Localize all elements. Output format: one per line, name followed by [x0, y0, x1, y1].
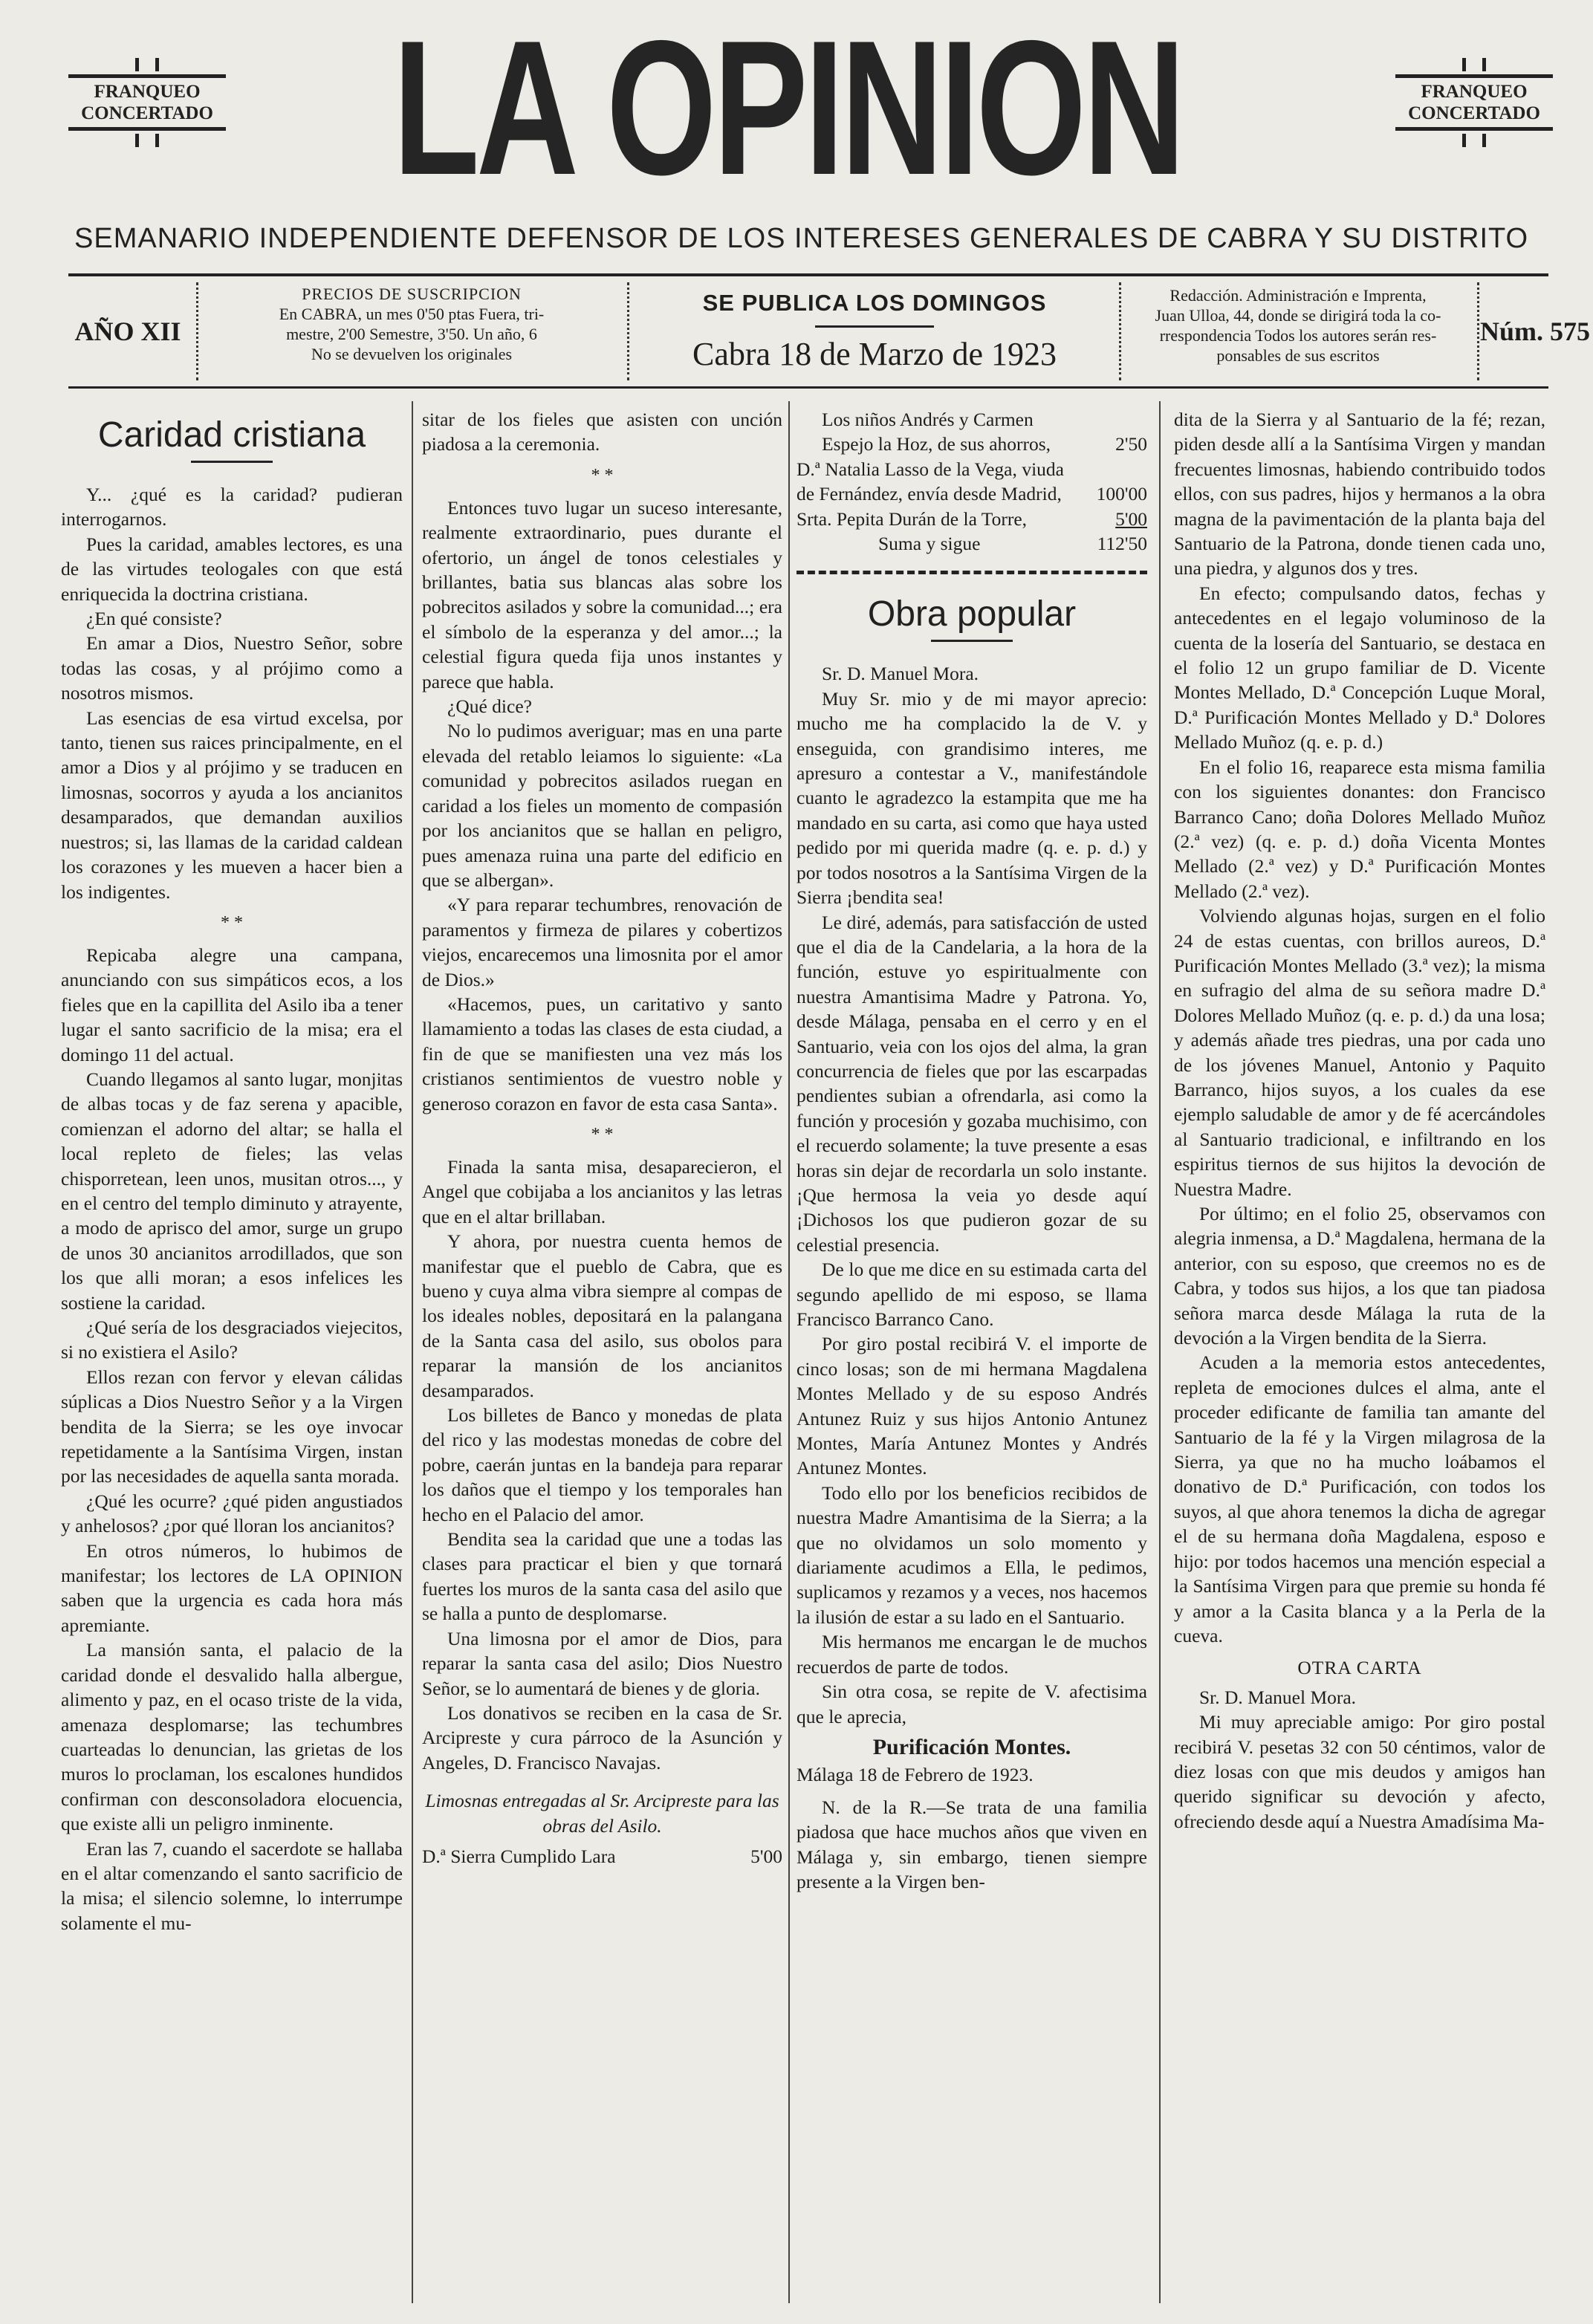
paragraph: «Hacemos, pues, un caritativo y santo llamamiento a todas las clases de esta ciudad, a fin de que se manifiesten una vez más los cristianos sentimientos de vuestro noble y generoso corazon en favor de esta casa Santa».	[422, 993, 782, 1114]
donation-row	[796, 507, 1147, 531]
paragraph: No lo pudimos averiguar; mas en una parte elevada del retablo leiamos lo siguiente: «La comunidad y pobrecitos asilados ruegan en caridad a los fieles un momento de compasión por los ancianitos que se hallan en peligro, pues amenaza ruina una parte del edificio en que se albergan».	[422, 720, 782, 891]
prices-line: No se devuelven los originales	[311, 345, 513, 363]
stamp-right-line-1: FRANQUEO	[1421, 82, 1528, 102]
paragraph: sitar de los fieles que asisten con unción piadosa a la ceremonia.	[422, 409, 782, 455]
donation-amount: 5'00	[750, 1845, 782, 1867]
donor-name: Espejo la Hoz, de sus ahorros,	[822, 433, 1051, 455]
masthead-rule-bottom	[68, 386, 1548, 389]
prices-line: mestre, 2'00 Semestre, 3'50. Un año, 6	[286, 325, 537, 343]
column-rule	[412, 401, 413, 2303]
article-title-caridad: Caridad cristiana	[97, 415, 366, 455]
publication-info	[633, 279, 1116, 394]
paragraph: «Y para reparar techumbres, renovación de paramentos y firmeza de pilares y cobertizos viejos, encarecemos una limosnita por el amor de Dios.»	[422, 894, 782, 990]
paragraph: Los billetes de Banco y monedas de plata del rico y las modestas monedas de cobre del pobre, caerán juntas en la bandeja para reparar los daños que el tiempo y los temporales han hecho en el Palacio del amor.	[422, 1404, 782, 1525]
issue-year: AÑO XII	[74, 317, 181, 346]
info-separator	[1119, 282, 1121, 380]
sum-label: Suma y sigue	[878, 533, 981, 555]
paragraph: Sr. D. Manuel Mora.	[822, 663, 979, 685]
section-divider	[796, 571, 1147, 574]
issue-date: Cabra 18 de Marzo de 1923	[692, 336, 1057, 372]
subscription-prices	[204, 279, 620, 388]
donor-name: Srta. Pepita Durán de la Torre,	[796, 507, 1028, 530]
subsection-heading: OTRA CARTA	[1297, 1657, 1422, 1679]
section-stars: * *	[591, 1124, 614, 1144]
paragraph: En efecto; compulsando datos, fechas y antecedentes en el legajo voluminoso de la cuenta de la losería del Santuario, se destaca en el folio 12 un grupo familiar de D. Vicente Montes Mellado, D.ª Concepción Luque Moral, D.ª Purificación Montes Mellado y D.ª Dolores Mellado Muñoz (q. e. p. d.)	[1174, 582, 1545, 753]
sum-row	[796, 531, 1147, 556]
paragraph: Mis hermanos me encargan le de muchos recuerdos de parte de todos.	[796, 1631, 1147, 1678]
paragraph: ¿Qué dice?	[447, 695, 532, 718]
publication-day: SE PUBLICA LOS DOMINGOS	[702, 290, 1047, 316]
paragraph: En el folio 16, reaparece esta misma familia con los siguientes donantes: don Francisco Barranco Cano; doña Dolores Mellado Muñoz (2.ª vez) (q. e. p. d.) doña Vicenta Montes Mellado (2.ª vez) y D.ª Purificación Montes Mellado (2.ª vez).	[1174, 756, 1545, 902]
paragraph: Por último; en el folio 25, observamos con alegria inmensa, a D.ª Magdalena, hermana de la anterior, con su esposo, que creemos no es de Cabra, y todos sus hijos, a los que tan piadosa señora marca desde Málaga la ruta de la devoción a la Virgen bendita de la Sierra.	[1174, 1203, 1545, 1349]
column-rule	[788, 401, 790, 2303]
paragraph: Y... ¿qué es la caridad? pudieran interrogarnos.	[61, 484, 403, 530]
paragraph: Y ahora, por nuestra cuenta hemos de manifestar que el pueblo de Cabra, que es bueno y cuya alma vibra siempre al compas de los ideales nobles, depositará en la palangana de la Santa casa del asilo, sus obolos para reparar la mansión de los ancianitos desamparados.	[422, 1230, 782, 1401]
paragraph: Ellos rezan con fervor y elevan cálidas súplicas a Dios Nuestro Señor y a la Virgen bendita de la Sierra; se les oye invocar repetidamente a la Santísima Virgen, instan por las necesidades de aquella santa morada.	[61, 1366, 403, 1487]
stamp-left-line-1: FRANQUEO	[94, 82, 201, 102]
paragraph: Bendita sea la caridad que une a todas las clases para practicar el bien y que tornará fuertes los muros de la santa casa del asilo que se halla a punto de desplomarse.	[422, 1528, 782, 1625]
office-line: Juan Ulloa, 44, donde se dirigirá toda la co-	[1155, 306, 1441, 325]
donation-row	[796, 457, 1147, 507]
prices-heading: PRECIOS DE SUSCRIPCION	[302, 285, 522, 303]
donor-name: Los niños Andrés y Carmen	[822, 409, 1034, 430]
stamp-left-line-2: CONCERTADO	[81, 103, 213, 123]
paragraph: Acuden a la memoria estos antecedentes, repleta de emociones dulces el alma, ante el proceder edificante de familia tan amante del Santuario de la fé y la Virgen milagrosa de la Sierra, ya que no ha mucho loábamos el donativo de D.ª Purificación, con todos los suyos, al que ahora tenemos la dicha de agregar el de su hermana doña Magdalena, esposo e hijo: por todos hacemos una mención especial a la Santísima Virgen para que premie su honda fé y amor a la Casita blanca y a la Perla de la cueva.	[1174, 1351, 1545, 1646]
column-rule	[1159, 401, 1161, 2303]
info-separator	[627, 282, 629, 380]
column-2	[422, 407, 782, 2298]
info-separator	[196, 282, 198, 380]
paragraph: Una limosna por el amor de Dios, para reparar la santa casa del asilo; Dios Nuestro Señor, se lo aumentará de bienes y de gloria.	[422, 1627, 782, 1699]
paragraph: dita de la Sierra y al Santuario de la fé; rezan, piden desde allí a la Santísima Virgen y mandan frecuentes limosnas, habiendo contribuido todos ellos, con sus padres, hijos y hermanos a la obra magna de la pavimentación de la planta baja del Santuario de la Patrona, donde tienen cada uno, una piedra, y algunos dos y tres.	[1174, 409, 1545, 580]
title-rule	[931, 640, 1013, 642]
paragraph: Mi muy apreciable amigo: Por giro postal recibirá V. pesetas 32 con 50 céntimos, valor de diez losas con que mis deudos y amigos han querido significar su devoción y afecto, ofreciendo desde aquí a Nuestra Amadísima Ma-	[1174, 1711, 1545, 1832]
paragraph: Eran las 7, cuando el sacerdote se hallaba en el altar comenzando el santo sacrificio de la misa; el silencio solemne, lo interrumpe solamente el mu-	[61, 1837, 403, 1934]
paragraph: ¿Qué les ocurre? ¿qué piden angustiados y anhelosos? ¿por qué lloran los ancianitos?	[61, 1490, 403, 1537]
paragraph: Cuando llegamos al santo lugar, monjitas de albas tocas y de faz serena y apacible, comienzan el adorno del altar; se halla el local repleto de fieles; las velas chisporretean, leen unos, musitan otros..., y en el centro del templo diminuto y atrayente, a modo de aprisco del amor, surge un grupo de unos 30 ancianitos arrodillados, que son los que alli moran; a esos infelices les sostiene la caridad.	[61, 1068, 403, 1314]
editor-note: N. de la R.—Se trata de una familia piadosa que hace muchos años que viven en Málaga y, sin embargo, tienen siempre presente a la Virgen ben-	[796, 1796, 1147, 1892]
donation-amount: 5'00	[1115, 507, 1147, 530]
paragraph: Repicaba alegre una campana, anunciando con sus simpáticos ecos, a los fieles que en la capillita del Asilo iba a tener lugar el santo sacrificio de la misa; era el domingo 11 del actual.	[61, 944, 403, 1065]
paragraph: Sin otra cosa, se repite de V. afectisima que le aprecia,	[796, 1681, 1147, 1727]
editorial-office	[1123, 279, 1473, 389]
paragraph: Muy Sr. mio y de mi mayor aprecio: mucho me ha complacido la de V. y enseguida, con grandisimo interes, me apresuro a contestar a V., manifestándole cuanto le agradezco la estampita que me ha mandado en su carta, asi como que haya usted pedido por mi querida madre (q. e. p. d.) y por todos nosotros a la Santísima Virgen de la Sierra ¡bendita sea!	[796, 687, 1147, 909]
office-line: rrespondencia Todos los autores serán res-	[1159, 326, 1437, 345]
paragraph: Finada la santa misa, desaparecieron, el Angel que cobijaba a los ancianitos y las letras que en el altar brillaban.	[422, 1155, 782, 1227]
donation-row	[796, 432, 1147, 456]
office-line: ponsables de sus escritos	[1216, 346, 1380, 365]
issue-number: Núm. 575	[1480, 317, 1591, 346]
paragraph: De lo que me dice en su estimada carta del segundo apellido de mi esposo, se llama Francisco Barranco Cano.	[796, 1259, 1147, 1330]
section-stars: * *	[591, 465, 614, 485]
franqueo-stamp-left	[68, 58, 226, 147]
paragraph: La mansión santa, el palacio de la caridad donde el desvalido halla albergue, alimento y paz, en el ocaso triste de la vida, amenaza desplomarse; las techumbres cuarteadas lo denuncian, las grietas de los muros lo proclaman, los escalones hundidos confirman con desconsoladora elocuencia, que existe alli un peligro inminente.	[61, 1639, 403, 1835]
article-title-obra: Obra popular	[867, 594, 1077, 634]
title-rule	[191, 461, 273, 463]
donations-heading: Limosnas entregadas al Sr. Arcipreste para las obras del Asilo.	[425, 1790, 779, 1837]
paragraph: Le diré, además, para satisfacción de usted que el dia de la Candelaria, a la hora de la función, estuve yo espiritualmente con nuestra Amantisima Madre y Patrona. Yo, desde Málaga, pensaba en el cerro y en el Santuario, veia con los ojos del alma, la gran concurrencia de fieles que por las escarpadas pendientes subian a ofrendarla, asi como la función y procesión y gozaba muchisimo, con el recuerdo solamente; la tuve presente a esas horas sin dejar de recordarla un solo instante. ¡Que hermosa la veia yo desde aquí ¡Dichosos los que pudieron gozar de su celestial presencia.	[796, 911, 1147, 1256]
paragraph: En otros números, lo hubimos de manifestar; los lectores de LA OPINION saben que la urgencia es cada hora más apremiante.	[61, 1539, 403, 1636]
office-line: Redacción. Administración e Imprenta,	[1169, 286, 1427, 305]
masthead-rule-top	[68, 273, 1548, 276]
info-bar	[68, 279, 1591, 383]
paragraph: Todo ello por los beneficios recibidos de nuestra Madre Amantisima de la Sierra; a la que no olvidamos un solo momento y diariamente acudimos a Ella, le pedimos, suplicamos y rezamos y a veces, nos hacemos la ilusión de estar a su lado en el Santuario.	[796, 1481, 1147, 1628]
info-separator	[1477, 282, 1479, 380]
donation-row	[422, 1844, 782, 1869]
paragraph: En amar a Dios, Nuestro Señor, sobre todas las cosas, y al prójimo como a nosotros mismos.	[61, 632, 403, 704]
column-3	[796, 407, 1147, 2298]
sum-amount: 112'50	[1097, 533, 1147, 555]
letter-signature: Purificación Montes.	[872, 1734, 1071, 1759]
donor-name: D.ª Sierra Cumplido Lara	[422, 1845, 616, 1867]
stamp-right-line-2: CONCERTADO	[1408, 103, 1540, 123]
paragraph: Sr. D. Manuel Mora.	[1199, 1686, 1357, 1708]
franqueo-stamp-right	[1395, 58, 1553, 147]
newspaper-subtitle: SEMANARIO INDEPENDIENTE DEFENSOR DE LOS INTERESES GENERALES DE CABRA Y SU DISTRITO	[74, 223, 1529, 254]
publication-rule	[815, 325, 934, 328]
paragraph: Los donativos se reciben en la casa de Sr. Arcipreste y cura párroco de la Asunción y Angeles, D. Francisco Navajas.	[422, 1701, 782, 1773]
column-1	[61, 407, 403, 2298]
column-4	[1174, 407, 1545, 2298]
paragraph: Las esencias de esa virtud excelsa, por tanto, tienen sus raices principalmente, en el amor a Dios y al prójimo y se traducen en limosnas, socorros y ayuda a los ancianitos desamparados, que demandan auxilios nuestros; si, las llamas de la caridad caldean los corazones y les mueven a hacer bien a los indigentes.	[61, 707, 403, 903]
paragraph: ¿En qué consiste?	[86, 608, 222, 630]
paragraph: Entonces tuvo lugar un suceso interesante, realmente extraordinario, pues durante el ofertorio, un ángel de tonos celestiales y brillantes, batia sus blancas alas sobre los pobrecitos asilados y sobre la comunidad...; era el símbolo de la esperanza y del amor...; la celestial figura queda fija unos instantes y parece que habla.	[422, 496, 782, 692]
donor-name: D.ª Natalia Lasso de la Vega, viuda de Fernández, envía desde Madrid,	[796, 458, 1064, 505]
paragraph: Por giro postal recibirá V. el importe de cinco losas; son de mi hermana Magdalena Montes Mellado y de su esposo Andrés Antunez Ruiz y sus hijos Antonio Antunez Montes, María Antunez Montes y Andrés Antunez Montes.	[796, 1333, 1147, 1479]
paragraph: Pues la caridad, amables lectores, es una de las virtudes teologales con que está enriquecida la doctrina cristiana.	[61, 533, 403, 605]
donation-row	[796, 407, 1147, 432]
place-date: Málaga 18 de Febrero de 1923.	[796, 1764, 1034, 1786]
paragraph: ¿Qué sería de los desgraciados viejecitos, si no existiera el Asilo?	[61, 1317, 403, 1363]
section-stars: * *	[221, 912, 243, 932]
paragraph: Volviendo algunas hojas, surgen en el folio 24 de estas cuentas, con brillos aureos, D.ª Purificación Montes Mellado (3.ª vez); la misma en sufragio del alma de su señora madre D.ª Dolores Mellado Muñoz (q. e. p. d.) da una losa; y además añade tres piedras, una por cada uno de los jóvenes Manuel, Antonio y Paquito Barranco, hijos suyos, a los cuales da ese ejemplo saludable de amor y de fé acercándoles al Santuario tradicional, e infiltrando en los espiritus tiernos de sus hijitos la devoción de Nuestra Madre.	[1174, 905, 1545, 1200]
donation-amount: 100'00	[1096, 483, 1147, 505]
newspaper-title: LA OPINION	[392, 0, 1183, 215]
donation-amount: 2'50	[1115, 433, 1147, 455]
prices-line: En CABRA, un mes 0'50 ptas Fuera, tri-	[279, 305, 545, 323]
